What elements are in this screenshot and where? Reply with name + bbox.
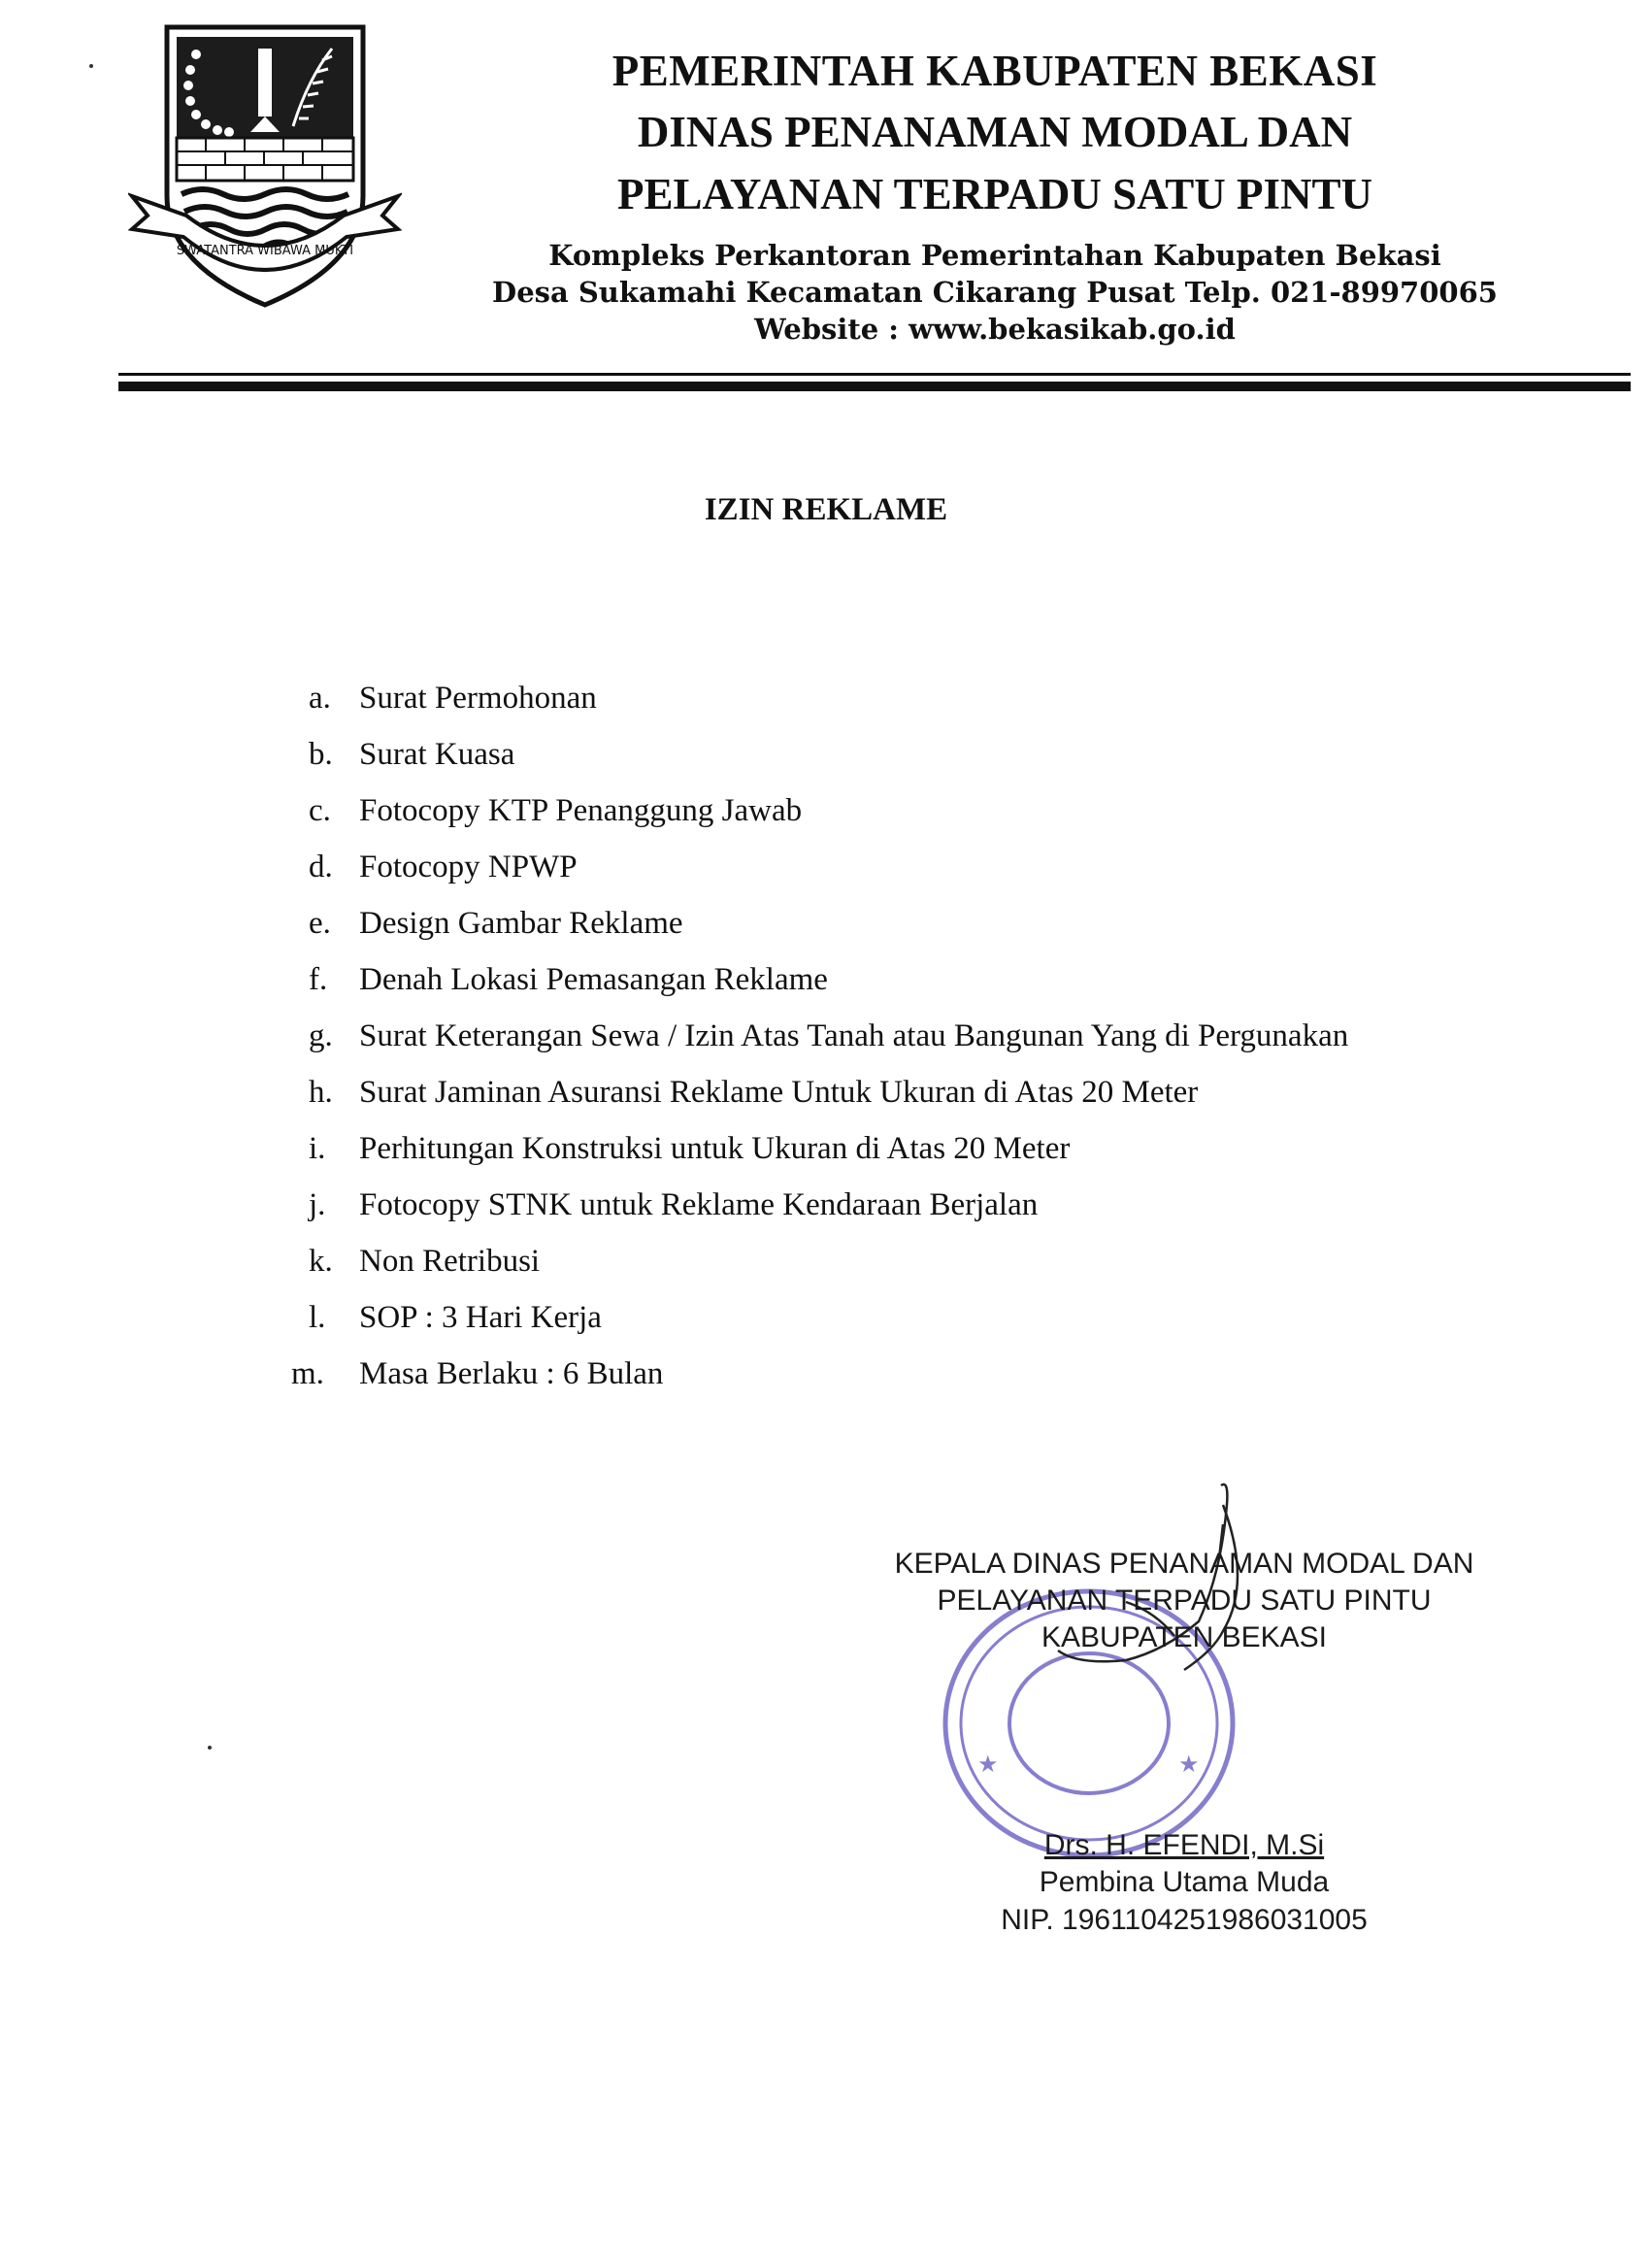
requirement-text: Non Retribusi	[359, 1243, 541, 1279]
requirement-item	[291, 1233, 1553, 1289]
requirement-item	[291, 1120, 1553, 1177]
requirement-item	[291, 1064, 1553, 1120]
signatory-title-line2: PELAYANAN TERPADU SATU PINTU	[937, 1584, 1432, 1617]
requirement-marker: j.	[309, 1186, 326, 1222]
signatory-title-line3: KABUPATEN BEKASI	[1041, 1621, 1327, 1653]
requirement-text: Fotocopy NPWP	[359, 849, 578, 884]
signatory-nip: NIP. 1961104251986031005	[1001, 1904, 1368, 1936]
requirement-text: Surat Kuasa	[359, 736, 515, 772]
letterhead-website: Website : www.bekasikab.go.id	[754, 313, 1236, 346]
requirement-marker: g.	[309, 1017, 333, 1053]
requirement-text: Fotocopy STNK untuk Reklame Kendaraan Berjalan	[359, 1186, 1039, 1222]
letterhead-divider-thin	[118, 373, 1631, 376]
document-title: IZIN REKLAME	[704, 492, 948, 527]
requirement-text: Surat Keterangan Sewa / Izin Atas Tanah atau Bangunan Yang di Pergunakan	[359, 1017, 1349, 1053]
requirement-text: Surat Permohonan	[359, 680, 597, 716]
requirement-text: Perhitungan Konstruksi untuk Ukuran di Atas 20 Meter	[359, 1130, 1071, 1166]
svg-text:★: ★	[1178, 1751, 1200, 1778]
requirement-marker: a.	[309, 680, 331, 716]
requirement-text: Design Gambar Reklame	[359, 905, 683, 941]
signatory-name-wrapper	[854, 1827, 1514, 1864]
requirements-list	[291, 670, 1553, 1402]
requirement-marker: f.	[309, 961, 328, 997]
signature-block	[854, 1546, 1514, 1936]
requirement-marker: k.	[309, 1243, 333, 1279]
requirement-item	[291, 839, 1553, 895]
requirement-item	[291, 670, 1553, 726]
requirement-marker: d.	[309, 849, 333, 884]
kabupaten-bekasi-emblem-icon	[128, 21, 402, 313]
requirement-marker: i.	[309, 1130, 326, 1166]
scan-speck	[208, 1746, 212, 1750]
requirement-item	[291, 726, 1553, 783]
letterhead-divider-thick	[118, 382, 1631, 391]
requirement-marker: m.	[291, 1355, 324, 1391]
requirement-item	[291, 895, 1553, 951]
svg-text:★: ★	[977, 1751, 999, 1778]
signatory-title-line1: KEPALA DINAS PENANAMAN MODAL DAN	[894, 1548, 1474, 1580]
requirement-marker: h.	[309, 1074, 333, 1110]
letterhead-government: PEMERINTAH KABUPATEN BEKASI	[611, 47, 1378, 95]
handwritten-signature-icon	[932, 1466, 1339, 1874]
emblem-motto: SWATANTRA WIBAWA MUKTI	[176, 244, 354, 258]
signatory-name: Drs. H. EFENDI, M.Si	[1043, 1829, 1325, 1861]
requirement-item	[291, 1177, 1553, 1233]
letterhead-agency-line1: DINAS PENANAMAN MODAL DAN	[637, 108, 1353, 156]
requirement-marker: l.	[309, 1299, 326, 1335]
requirement-marker: c.	[309, 792, 331, 828]
scan-speck	[89, 64, 93, 68]
requirement-text: Masa Berlaku : 6 Bulan	[359, 1355, 664, 1391]
requirement-item	[291, 1008, 1553, 1064]
requirement-text: Surat Jaminan Asuransi Reklame Untuk Ukuran di Atas 20 Meter	[359, 1074, 1199, 1110]
requirement-text: Denah Lokasi Pemasangan Reklame	[359, 961, 828, 997]
requirement-item	[291, 951, 1553, 1008]
requirement-text: SOP : 3 Hari Kerja	[359, 1299, 602, 1335]
requirement-text: Fotocopy KTP Penanggung Jawab	[359, 792, 803, 828]
letterhead-address-line2: Desa Sukamahi Kecamatan Cikarang Pusat Telp. 021-89970065	[492, 276, 1498, 309]
requirement-item	[291, 783, 1553, 839]
requirement-item	[291, 1289, 1553, 1346]
letterhead-address-line1: Kompleks Perkantoran Pemerintahan Kabupaten Bekasi	[548, 239, 1441, 272]
requirement-marker: e.	[309, 905, 331, 941]
letterhead	[437, 41, 1553, 348]
signatory-rank: Pembina Utama Muda	[1039, 1866, 1330, 1898]
letterhead-agency-line2: PELAYANAN TERPADU SATU PINTU	[616, 170, 1373, 218]
requirement-marker: b.	[309, 736, 333, 772]
requirement-item	[291, 1346, 1553, 1402]
